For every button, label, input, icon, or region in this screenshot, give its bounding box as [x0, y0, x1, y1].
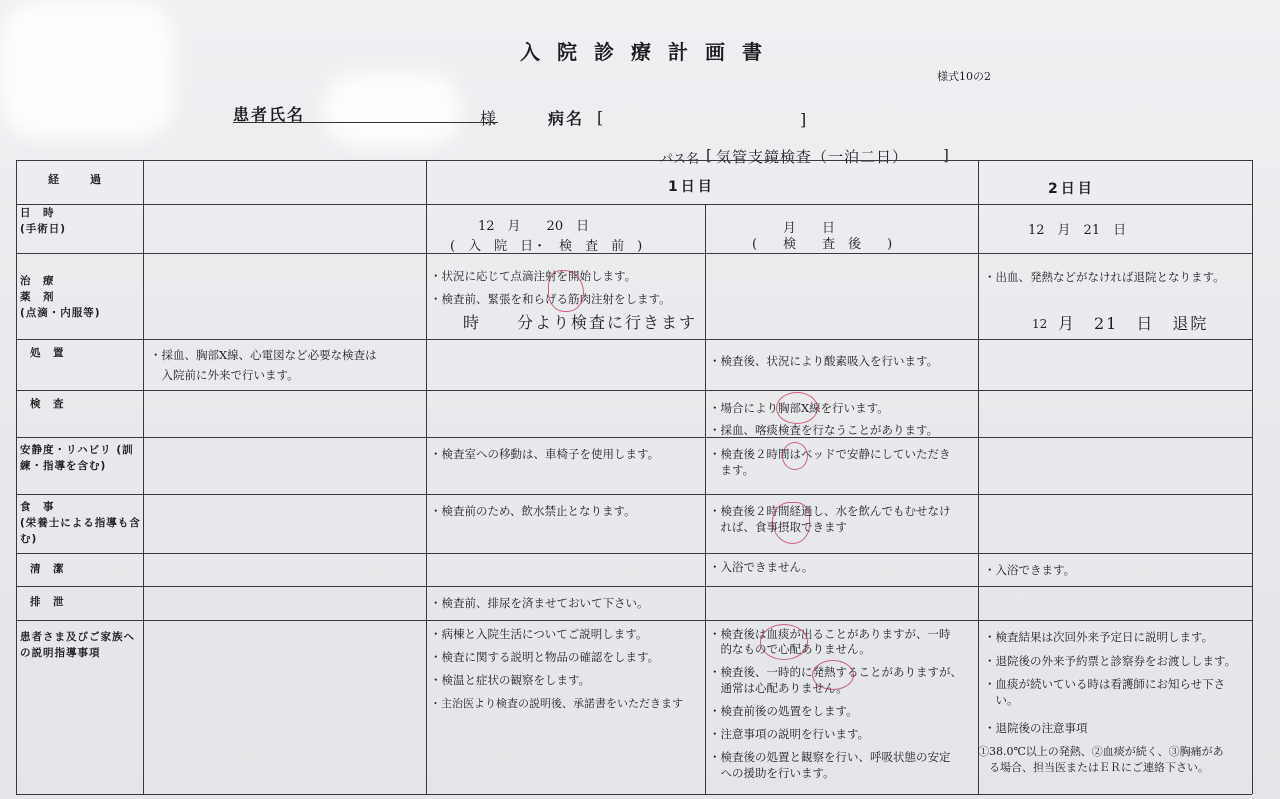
day1-post-caption: ( 検 査 後 )	[752, 237, 893, 252]
row-divider	[16, 437, 1252, 438]
day2-hygiene-item: ・入浴できます。	[984, 563, 1076, 577]
day1-post-explanation-item: ・検査後は血痰が出ることがありますが、一時	[709, 627, 951, 641]
meal-row-label: 食 事 (栄養士による指導も含む)	[20, 501, 141, 545]
day1-exam-item: ・場合により胸部X線を行います。	[709, 401, 889, 415]
day1-excretion-item: ・検査前、排尿を済ませておいて下さい。	[430, 596, 649, 610]
day1-treatment-item: ・検査前、緊張を和らげる筋肉注射をします。	[430, 292, 671, 306]
day1-post-date: 月 日	[783, 221, 836, 236]
pre-admission-procedure: 入院前に外来で行います。	[150, 368, 299, 382]
clinical-path-label: パス名	[660, 152, 700, 167]
table-border-top	[16, 160, 1252, 161]
rest-row-label: 安静度・リハビリ (訓練・指導を含む)	[20, 444, 134, 472]
day1-post-explanation-item: 通常は心配ありません。	[709, 681, 848, 695]
excretion-row-label: 排 泄	[30, 596, 65, 608]
day1-pre-date: 12 月 20 日	[478, 219, 590, 234]
day1-meal-item: ・検査前のため、飲水禁止となります。	[430, 504, 636, 518]
day1-explanation-item: ・検査に関する説明と物品の確認をします。	[430, 650, 660, 664]
row-divider	[16, 586, 1252, 587]
patient-name-label: 患者氏名	[233, 105, 306, 124]
day1-hygiene-item: ・入浴できません。	[709, 560, 814, 574]
disease-bracket-open: [	[597, 108, 604, 127]
exam-row-label: 検 査	[30, 398, 65, 410]
day1-post-explanation-item: への援助を行います。	[709, 766, 835, 780]
day1-post-explanation-item: ・検査後の処置と観察を行い、呼吸状態の安定	[709, 750, 951, 764]
hygiene-row-label: 清 潔	[30, 563, 65, 575]
ink-circle-mark	[772, 502, 810, 544]
row-divider	[16, 620, 1252, 621]
form-number: 様式10の2	[937, 70, 991, 83]
ink-circle-mark	[782, 442, 808, 470]
course-column-header: 経 過	[48, 173, 104, 186]
ink-circle-mark	[760, 624, 808, 660]
day2-date: 12 月 21 日	[1028, 223, 1127, 238]
patient-name-redaction	[322, 72, 462, 148]
ink-circle-mark	[812, 660, 854, 690]
day1-pre-caption: ( 入 院 日・ 検 査 前 )	[450, 239, 643, 254]
col-divider	[705, 204, 706, 794]
day1-rest-item: ・検査室への移動は、車椅子を使用します。	[430, 447, 660, 461]
exam-start-time: 時 分より検査に行きます	[463, 313, 698, 332]
day2-treatment-item: ・出血、発熱などがなければ退院となります。	[984, 270, 1225, 284]
day1-procedure-item: ・検査後、状況により酸素吸入を行います。	[709, 354, 939, 368]
day1-explanation-item: ・病棟と入院生活についてご説明します。	[430, 627, 648, 641]
row-divider	[16, 553, 1252, 554]
discharge-month: 12	[1032, 317, 1048, 331]
day1-post-explanation-item: ・検査後、一時的に発熱することがありますが、	[709, 665, 962, 679]
pre-admission-procedure: ・採血、胸部X線、心電図など必要な検査は	[150, 348, 377, 362]
redaction-blur	[0, 0, 175, 140]
document-title: 入院診療計画書	[520, 40, 779, 64]
day1-post-explanation-item: ・検査前後の処置をします。	[709, 704, 858, 718]
day1-explanation-item: ・検温と症状の観察をします。	[430, 673, 591, 687]
disease-label: 病名	[548, 109, 585, 128]
day1-post-explanation-item: ・注意事項の説明を行います。	[709, 727, 870, 741]
disease-bracket-close: ]	[800, 110, 807, 129]
col-divider	[978, 160, 979, 794]
day2-explanation-item: ・血痰が続いている時は看護師にお知らせ下さ	[984, 677, 1226, 691]
ink-circle-mark	[776, 392, 818, 424]
col-divider	[143, 160, 144, 794]
discharge-warning-item: ①38.0℃以上の発熱、②血痰が続く、③胸痛があ	[978, 745, 1224, 758]
patient-name-line	[233, 122, 498, 123]
discharge-date: 月 21 日 退院	[1058, 314, 1209, 333]
procedure-row-label: 処 置	[30, 347, 65, 359]
day2-explanation-item: い。	[984, 693, 1019, 707]
day1-treatment-item: ・状況に応じて点滴注射を開始します。	[430, 269, 637, 283]
discharge-warning-item: る場合、担当医またはＥＲにご連絡下さい。	[978, 761, 1209, 774]
row-divider	[16, 204, 1252, 205]
table-border-bottom	[16, 794, 1252, 795]
table-border-left	[16, 160, 17, 794]
clinical-path-bracket-close: ]	[943, 146, 949, 164]
day1-exam-item: ・採血、喀痰検査を行なうことがあります。	[709, 423, 939, 437]
day1-post-explanation-item: 的なもので心配ありません。	[709, 642, 871, 656]
explanation-row-label: 患者さま及びご家族への説明指導事項	[20, 631, 135, 659]
day2-explanation-item: ・退院後の外来予約票と診察券をお渡しします。	[984, 654, 1237, 668]
day2-explanation-item: ・検査結果は次回外来予定日に説明します。	[984, 630, 1214, 644]
ink-circle-mark	[548, 270, 584, 312]
day1-column-header: 1日目	[668, 179, 715, 195]
date-row-label: 日 時 (手術日)	[20, 207, 67, 235]
day1-post-meal-item: れば、食事摂取できます	[709, 520, 847, 534]
day2-explanation-item: ・退院後の注意事項	[984, 721, 1088, 735]
clinical-path-bracket-open: [	[706, 146, 712, 164]
day1-post-rest-item: ・検査後２時間はベッドで安静にしていただき	[709, 447, 951, 461]
clinical-path-name: 気管支鏡検査（一泊二日）	[716, 148, 909, 166]
treatment-row-label: 治 療 薬 剤 (点滴・内服等)	[20, 275, 101, 319]
row-divider	[16, 390, 1252, 391]
patient-honorific: 様	[480, 109, 497, 128]
row-divider	[16, 494, 1252, 495]
table-border-right	[1252, 160, 1253, 794]
day1-post-meal-item: ・検査後２時間経過し、水を飲んでもむせなけ	[709, 504, 951, 518]
row-divider	[16, 339, 1252, 340]
day1-explanation-item: ・主治医より検査の説明後、承諾書をいただきます	[430, 697, 683, 710]
day2-column-header: 2日目	[1048, 181, 1095, 197]
col-divider	[426, 160, 427, 794]
day1-post-rest-item: ます。	[709, 463, 755, 477]
